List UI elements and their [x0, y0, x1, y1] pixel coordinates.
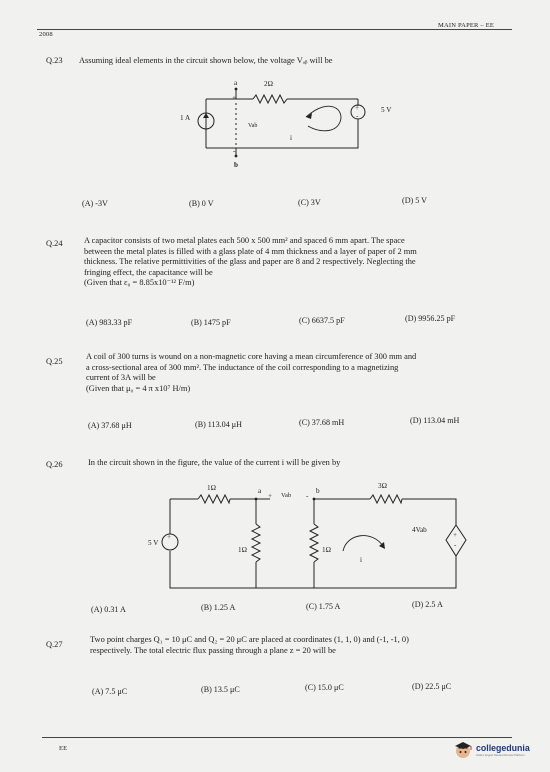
- q27-option-c[interactable]: (C) 15.0 μC: [305, 683, 344, 692]
- q26-option-a[interactable]: (A) 0.31 A: [91, 605, 126, 614]
- q25-option-d[interactable]: (D) 113.04 mH: [410, 416, 460, 425]
- logo-text: collegedunia: [476, 743, 530, 753]
- q23-text: Assuming ideal elements in the circuit shown below, the voltage Vₐᵦ will be: [79, 56, 333, 65]
- q26-vab-label: Vab: [281, 492, 292, 499]
- q24-line: fringing effect, the capacitance will be: [84, 267, 213, 277]
- q27-line: respectively. The total electric flux passing through a plane z = 20 will be: [90, 645, 336, 655]
- q24-number: Q.24: [46, 239, 63, 248]
- q23-source-plus: +: [355, 104, 360, 112]
- q26-r3-label: 1Ω: [238, 546, 247, 554]
- collegedunia-logo[interactable]: [453, 739, 545, 761]
- q27-text: [90, 635, 510, 656]
- q25-option-c[interactable]: (C) 37.68 mH: [299, 418, 345, 427]
- q23-source-minus: -: [356, 112, 359, 120]
- q27-number: Q.27: [46, 640, 63, 649]
- q26-r1-label: 1Ω: [207, 484, 216, 492]
- q26-node-a-dot: [255, 498, 258, 501]
- q24-option-d[interactable]: (D) 9956.25 pF: [405, 314, 456, 323]
- q26-option-c[interactable]: (C) 1.75 A: [306, 602, 341, 611]
- q26-plus-a: +: [268, 492, 273, 500]
- q23-number: Q.23: [46, 56, 63, 65]
- q26-r4-label: 1Ω: [322, 546, 331, 554]
- q24-line: (Given that ε₀ = 8.85x10⁻¹² F/m): [84, 278, 195, 288]
- q26-dep-label: 4Vab: [412, 526, 427, 534]
- q25-line: current of 3A will be: [86, 373, 156, 383]
- logo-tagline: India's largest Student Review Platform: [476, 753, 525, 757]
- q24-option-a[interactable]: (A) 983.33 pF: [86, 318, 133, 327]
- q24-line: between the metal plates is filled with a glass plate of 4 mm thickness and a layer of paper of 2 mm: [84, 246, 417, 256]
- q26-option-b[interactable]: (B) 1.25 A: [201, 603, 236, 612]
- q23-option-a[interactable]: (A) -3V: [82, 199, 108, 208]
- q26-src-label: 5 V: [148, 539, 159, 547]
- q26-resistor-1: [198, 495, 230, 503]
- q26-resistor-4: [310, 524, 318, 562]
- q26-r2-label: 3Ω: [378, 482, 387, 490]
- footer-code: EE: [59, 745, 68, 752]
- q26-src-plus: +: [167, 533, 172, 541]
- q27-option-a[interactable]: (A) 7.5 μC: [92, 687, 128, 696]
- q26-dep-plus: +: [453, 531, 458, 539]
- q24-option-c[interactable]: (C) 6637.5 pF: [299, 316, 345, 325]
- q26-wire: [170, 499, 456, 588]
- q26-minus-b: -: [306, 492, 309, 500]
- q23-option-c[interactable]: (C) 3V: [298, 198, 321, 207]
- q27-line: Two point charges Q₁ = 10 μC and Q₂ = 20 μC are placed at coordinates (1, 1, 0) and (-1, -1, 0): [90, 635, 409, 644]
- q26-option-d[interactable]: (D) 2.5 A: [412, 600, 443, 609]
- q26-resistor-2: [370, 495, 402, 503]
- q23-node-a-label: a: [234, 79, 238, 87]
- q26-dep-minus: -: [454, 541, 457, 549]
- q23-option-d[interactable]: (D) 5 V: [402, 196, 428, 205]
- q25-option-b[interactable]: (B) 113.04 μH: [195, 420, 242, 429]
- footer-rule: [42, 737, 512, 738]
- graduate-icon: [453, 740, 473, 760]
- q25-line: A coil of 300 turns is wound on a non-magnetic core having a mean circumference of 300 mm and: [86, 352, 417, 361]
- q26-text: In the circuit shown in the figure, the value of the current i will be given by: [88, 458, 341, 467]
- header-year: 2008: [39, 31, 53, 38]
- q26-current-arrow: [343, 536, 383, 551]
- q24-line: thickness. The relative permittivities of the glass and paper are 8 and 2 respectively. Neglecting the: [84, 257, 416, 267]
- q23-current-label: 1 A: [180, 114, 191, 122]
- q25-option-a[interactable]: (A) 37.68 μH: [88, 421, 132, 430]
- header-paper: MAIN PAPER – EE: [438, 22, 495, 29]
- q23-voltage-label: 5 V: [381, 106, 392, 114]
- q25-line: (Given that μ₀ = 4 π x10⁷ H/m): [86, 383, 191, 393]
- q23-i-label: i: [290, 134, 292, 142]
- q23-node-b-label: b: [234, 161, 238, 169]
- q23-plus-a: +: [232, 94, 237, 102]
- q27-option-d[interactable]: (D) 22.5 μC: [412, 682, 452, 691]
- q26-resistor-3: [252, 524, 260, 562]
- q23-minus-b: -: [233, 147, 236, 155]
- q26-node-b-dot: [313, 498, 316, 501]
- q24-line: A capacitor consists of two metal plates each 500 x 500 mm² and spaced 6 mm apart. The space: [84, 236, 405, 245]
- q26-node-a-label: a: [258, 487, 262, 495]
- q23-option-b[interactable]: (B) 0 V: [189, 199, 214, 208]
- q23-resistor-label: 2Ω: [264, 80, 273, 88]
- q26-node-b-label: b: [316, 487, 320, 495]
- q25-number: Q.25: [46, 357, 63, 366]
- q23-vab-label: Vab: [248, 123, 258, 129]
- q26-i-label: i: [360, 556, 362, 564]
- q25-line: a cross-sectional area of 300 mm². The inductance of the coil corresponding to a magnetizing: [86, 362, 399, 372]
- q27-option-b[interactable]: (B) 13.5 μC: [201, 685, 240, 694]
- q24-option-b[interactable]: (B) 1475 pF: [191, 318, 231, 327]
- q26-number: Q.26: [46, 460, 63, 469]
